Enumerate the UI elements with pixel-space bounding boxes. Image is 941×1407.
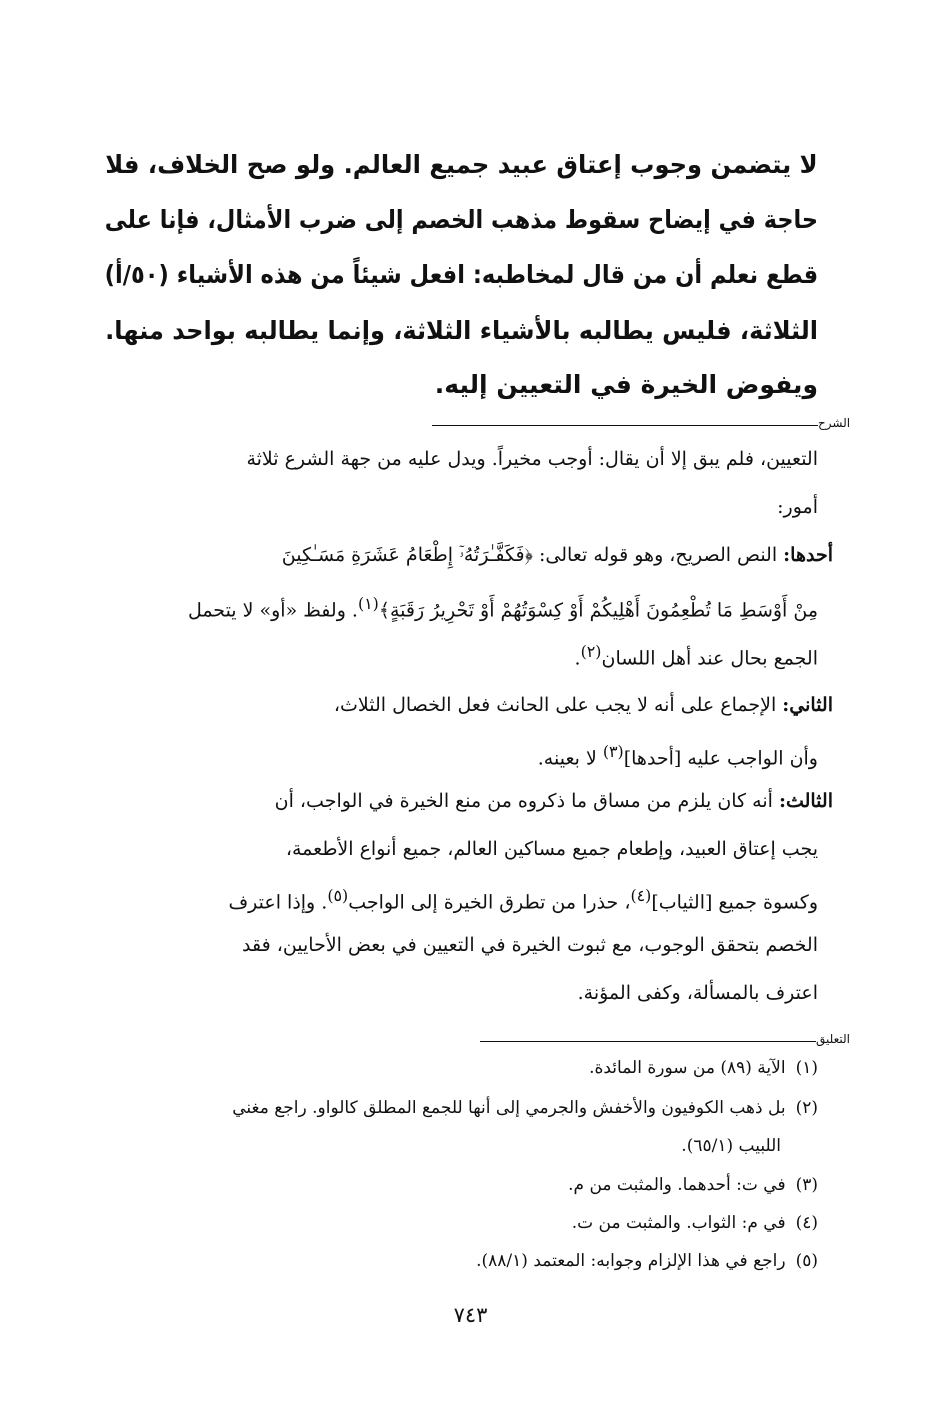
para-text: . وإذا اعترف [228, 891, 328, 914]
sharh-p2-line-2 [188, 594, 818, 621]
footnote-text: الآية (٨٩) من سورة المائدة. [589, 1058, 786, 1078]
sharh-p2-line-3 [575, 642, 818, 669]
para-end: . [574, 647, 581, 670]
para-text: أنه كان يلزم من مساق ما ذكروه من منع الخيرة في الواجب، أن [274, 790, 779, 812]
footnote-4 [572, 1213, 818, 1233]
footnote-text: في م: الثواب. والمثبت من ت. [571, 1213, 786, 1233]
sharh-p4-line-1 [275, 790, 833, 812]
footnote-ref-1[interactable]: (١) [357, 594, 379, 613]
sharh-p4-line-3 [228, 886, 818, 913]
sharh-p4-line-5: اعترف بالمسألة، وكفى المؤنة. [577, 982, 818, 1004]
sharh-p3-line-1 [334, 694, 833, 716]
sharh-p2-line-1 [282, 544, 833, 566]
footnote-number: (٥) [795, 1251, 818, 1271]
footnote-2 [232, 1098, 818, 1118]
footnote-ref-2[interactable]: (٢) [580, 642, 602, 661]
para-text: الجمع بحال عند أهل اللسان [601, 647, 818, 670]
sharh-p1-line-1: التعيين، فلم يبق إلا أن يقال: أوجب مخيراً. ويدل عليه من جهة الشرع ثلاثة [246, 448, 818, 470]
matn-line-1: لا يتضمن وجوب إعتاق عبيد جميع العالم. ولو صح الخلاف، فلا [105, 150, 818, 179]
sharh-label: الشرح [818, 416, 851, 430]
sharh-separator [432, 425, 818, 426]
sharh-p4-line-2: يجب إعتاق العبيد، وإطعام جميع مساكين العالم، جميع أنواع الأطعمة، [285, 838, 818, 860]
footnotes-separator [480, 1041, 816, 1042]
footnote-ref-5[interactable]: (٥) [327, 886, 349, 905]
sharh-p1-line-2: أمور: [777, 496, 818, 518]
footnote-text: بل ذهب الكوفيون والأخفش والجرمي إلى أنها للجمع المطلق كالواو. راجع مغني [232, 1098, 786, 1118]
para-text: النص الصريح، وهو قوله تعالى: [532, 544, 784, 566]
footnote-ref-4[interactable]: (٤) [630, 886, 652, 905]
footnote-2-cont: اللبيب (٦٥/١). [681, 1136, 781, 1156]
footnote-3 [568, 1175, 818, 1195]
footnote-text: في ت: أحدهما. والمثبت من م. [568, 1175, 786, 1195]
footnote-text: راجع في هذا الإلزام وجوابه: المعتمد (٨٨/١). [476, 1251, 786, 1271]
para-lead: أحدها: [783, 544, 833, 566]
para-text: الإجماع على أنه لا يجب على الحانث فعل الخصال الثلاث، [333, 694, 783, 716]
footnote-number: (٤) [795, 1213, 818, 1233]
para-text: وكسوة جميع [الثياب] [651, 891, 818, 914]
matn-line-4: الثلاثة، فليس يطالبه بالأشياء الثلاثة، وإنما يطالبه بواحد منها. [105, 316, 818, 345]
para-text: . ولفظ «أو» لا يتحمل [187, 599, 358, 622]
sharh-p4-line-4: الخصم بتحقق الوجوب، مع ثبوت الخيرة في التعيين في بعض الأحايين، فقد [241, 934, 818, 956]
matn-line-2: حاجة في إيضاح سقوط مذهب الخصم إلى ضرب الأمثال، فإنا على [104, 205, 818, 234]
matn-line-5: ويفوض الخيرة في التعيين إليه. [434, 370, 818, 399]
quran-verse: ﴿فَكَفَّـٰرَتُهُۥٓ إِطْعَامُ عَشَرَةِ مَسَـٰكِينَ [281, 544, 533, 566]
quran-verse-cont: مِنْ أَوْسَطِ مَا تُطْعِمُونَ أَهْلِيكُمْ أَوْ كِسْوَتُهُمْ أَوْ تَحْرِيرُ رَقَبَةٍ﴾ [378, 599, 818, 622]
footnote-number: (١) [795, 1058, 818, 1078]
para-text: ، حذرا من تطرق الخيرة إلى الواجب [348, 891, 631, 914]
footnotes-label: التعليق [816, 1032, 851, 1046]
para-text: وأن الواجب عليه [أحدها] [623, 747, 818, 770]
para-lead: الثاني: [782, 694, 833, 716]
matn-line-3: قطع نعلم أن من قال لمخاطبه: افعل شيئاً من هذه الأشياء (٥٠/أ) [104, 260, 818, 289]
footnote-5 [476, 1251, 818, 1271]
page-number: ٧٤٣ [453, 1303, 488, 1327]
footnote-number: (٢) [795, 1098, 818, 1118]
footnote-1 [589, 1058, 818, 1078]
para-end: لا بعينه. [537, 747, 603, 770]
footnote-number: (٣) [795, 1175, 818, 1195]
footnote-ref-3[interactable]: (٣) [602, 742, 624, 761]
sharh-p3-line-2 [538, 742, 818, 769]
para-lead: الثالث: [778, 790, 833, 812]
